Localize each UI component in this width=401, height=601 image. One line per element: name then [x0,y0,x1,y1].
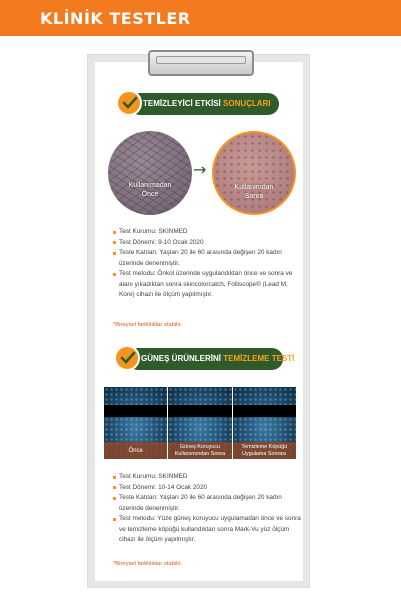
face-scan-photos [104,387,296,459]
after-label-line1: Kullanımdan [234,184,274,191]
checkmark-icon [114,345,140,371]
section2-title-highlight: TEMİZLEME TESTİ [223,354,295,363]
after-label-line2: Sonra [244,193,264,200]
page-header [0,0,401,36]
before-skin-image [108,131,192,215]
header-title: KLİNİK TESTLER [40,9,191,28]
eye-censor-bar [104,405,167,417]
after-skin-image [212,131,296,215]
before-label-line2: Önce [141,191,159,198]
before-label-line1: Kullanımadan [128,182,172,189]
eye-censor-bar [233,405,296,417]
before-face-photo [104,387,167,459]
photo-caption: Önce [104,442,167,459]
after-sunscreen-face-photo [168,387,231,459]
list-item: Test Dönemi: 9-10 Ocak 2020 [113,238,303,249]
after-cleansing-face-photo [233,387,296,459]
section1-title-badge [129,93,279,115]
photo-caption: Temizleme Köpüğü Uygulama Sonrası [233,442,296,459]
section1-disclaimer: *Bireysel farklılıklar olabilir. [113,322,182,328]
photo-caption: Güneş Koruyucu Kullanımından Sonra [168,442,231,459]
list-item: Teste Katılan: Yaşları 20 ile 60 arasında değişen 20 kadın üzerinde denenmiştir. [113,493,303,514]
section2-disclaimer: *Bireysel farklılıklar olabilir. [113,561,182,567]
arrow-right-icon: → [193,160,207,179]
section2-title-main: GÜNEŞ ÜRÜNLERİNİ [141,354,222,363]
section1-test-details [113,227,303,301]
list-item: Test Kurumu: SKINMED [113,227,303,238]
list-item: Test Dönemi: 10-14 Ocak 2020 [113,483,303,494]
section2-test-details [113,472,303,546]
eye-censor-bar [168,405,231,417]
list-item: Test metodu: Yüze güneş koruyucu uygulamadan önce ve sonra ve temizleme köpüğü kullandıktan sonra Mark-Vu yüz ölçüm cihazı ile ölçüm yapılmıştır. [113,514,303,546]
section2-title-badge [127,348,295,370]
list-item: Test metodu: Önkol üzerinde uygulandıktan önce ve sonra ve alanı yıkadıktan sonra skincolorcatch, Folliscope® (Lead M, Kore) cihazı ile ölçüm yapılmıştır. [113,269,303,301]
clipboard-clip-icon [148,50,254,76]
list-item: Teste Katılan: Yaşları 20 ile 60 arasında değişen 20 kadın üzerinde denenmiştir. [113,248,303,269]
list-item: Test Kurumu: SKINMED [113,472,303,483]
checkmark-icon [116,90,142,116]
section1-title-highlight: SONUÇLARI [223,99,271,108]
section1-title-main: TEMİZLEYİCİ ETKİSİ [143,99,221,108]
